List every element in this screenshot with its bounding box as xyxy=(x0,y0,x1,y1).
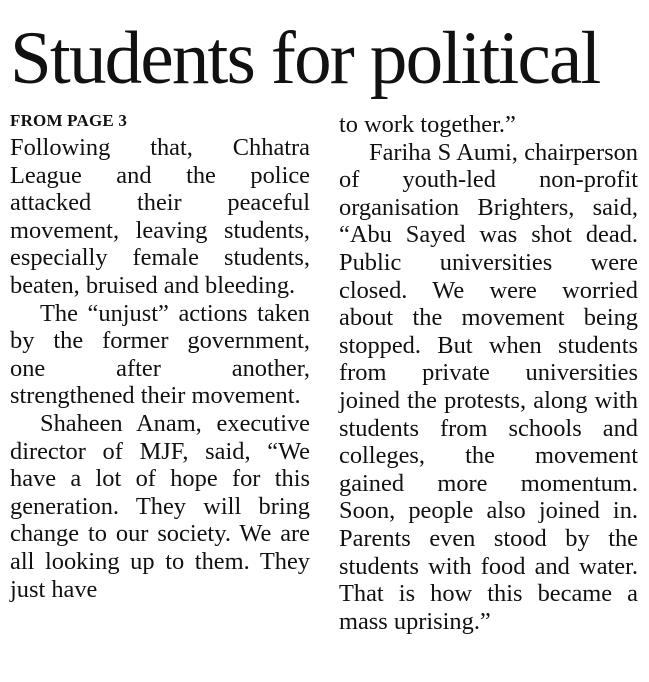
article-column-right xyxy=(339,111,638,635)
article-paragraph-continued: to work together.” xyxy=(339,111,516,138)
article-paragraph: Following that, Chhatra League and the police attacked their peaceful movement, leaving students, especially female students, beaten, bruised and bleeding. xyxy=(10,134,310,299)
headline: Students for political xyxy=(10,17,600,100)
jump-label: FROM PAGE 3 xyxy=(10,111,128,130)
article-paragraph: Fariha S Aumi, chairperson of youth-led non-profit organisation Brighters, said, “Abu Sayed was shot dead. Public universities were closed. We were worried about the movement being stopped. But when students from private universities joined the protests, along with students from schools and colleges, the movement gained more momentum. Soon, people also joined in. Parents even stood by the students with food and water. That is how this became a mass uprising.” xyxy=(339,138,638,635)
article-paragraph: Shaheen Anam, executive director of MJF, said, “We have a lot of hope for this generation. They will bring change to our society. We are all looking up to them. They just have xyxy=(10,409,310,603)
article-paragraph: The “unjust” actions taken by the former government, one after another, strengthened their movement. xyxy=(10,299,310,410)
article-column-left xyxy=(10,108,310,603)
